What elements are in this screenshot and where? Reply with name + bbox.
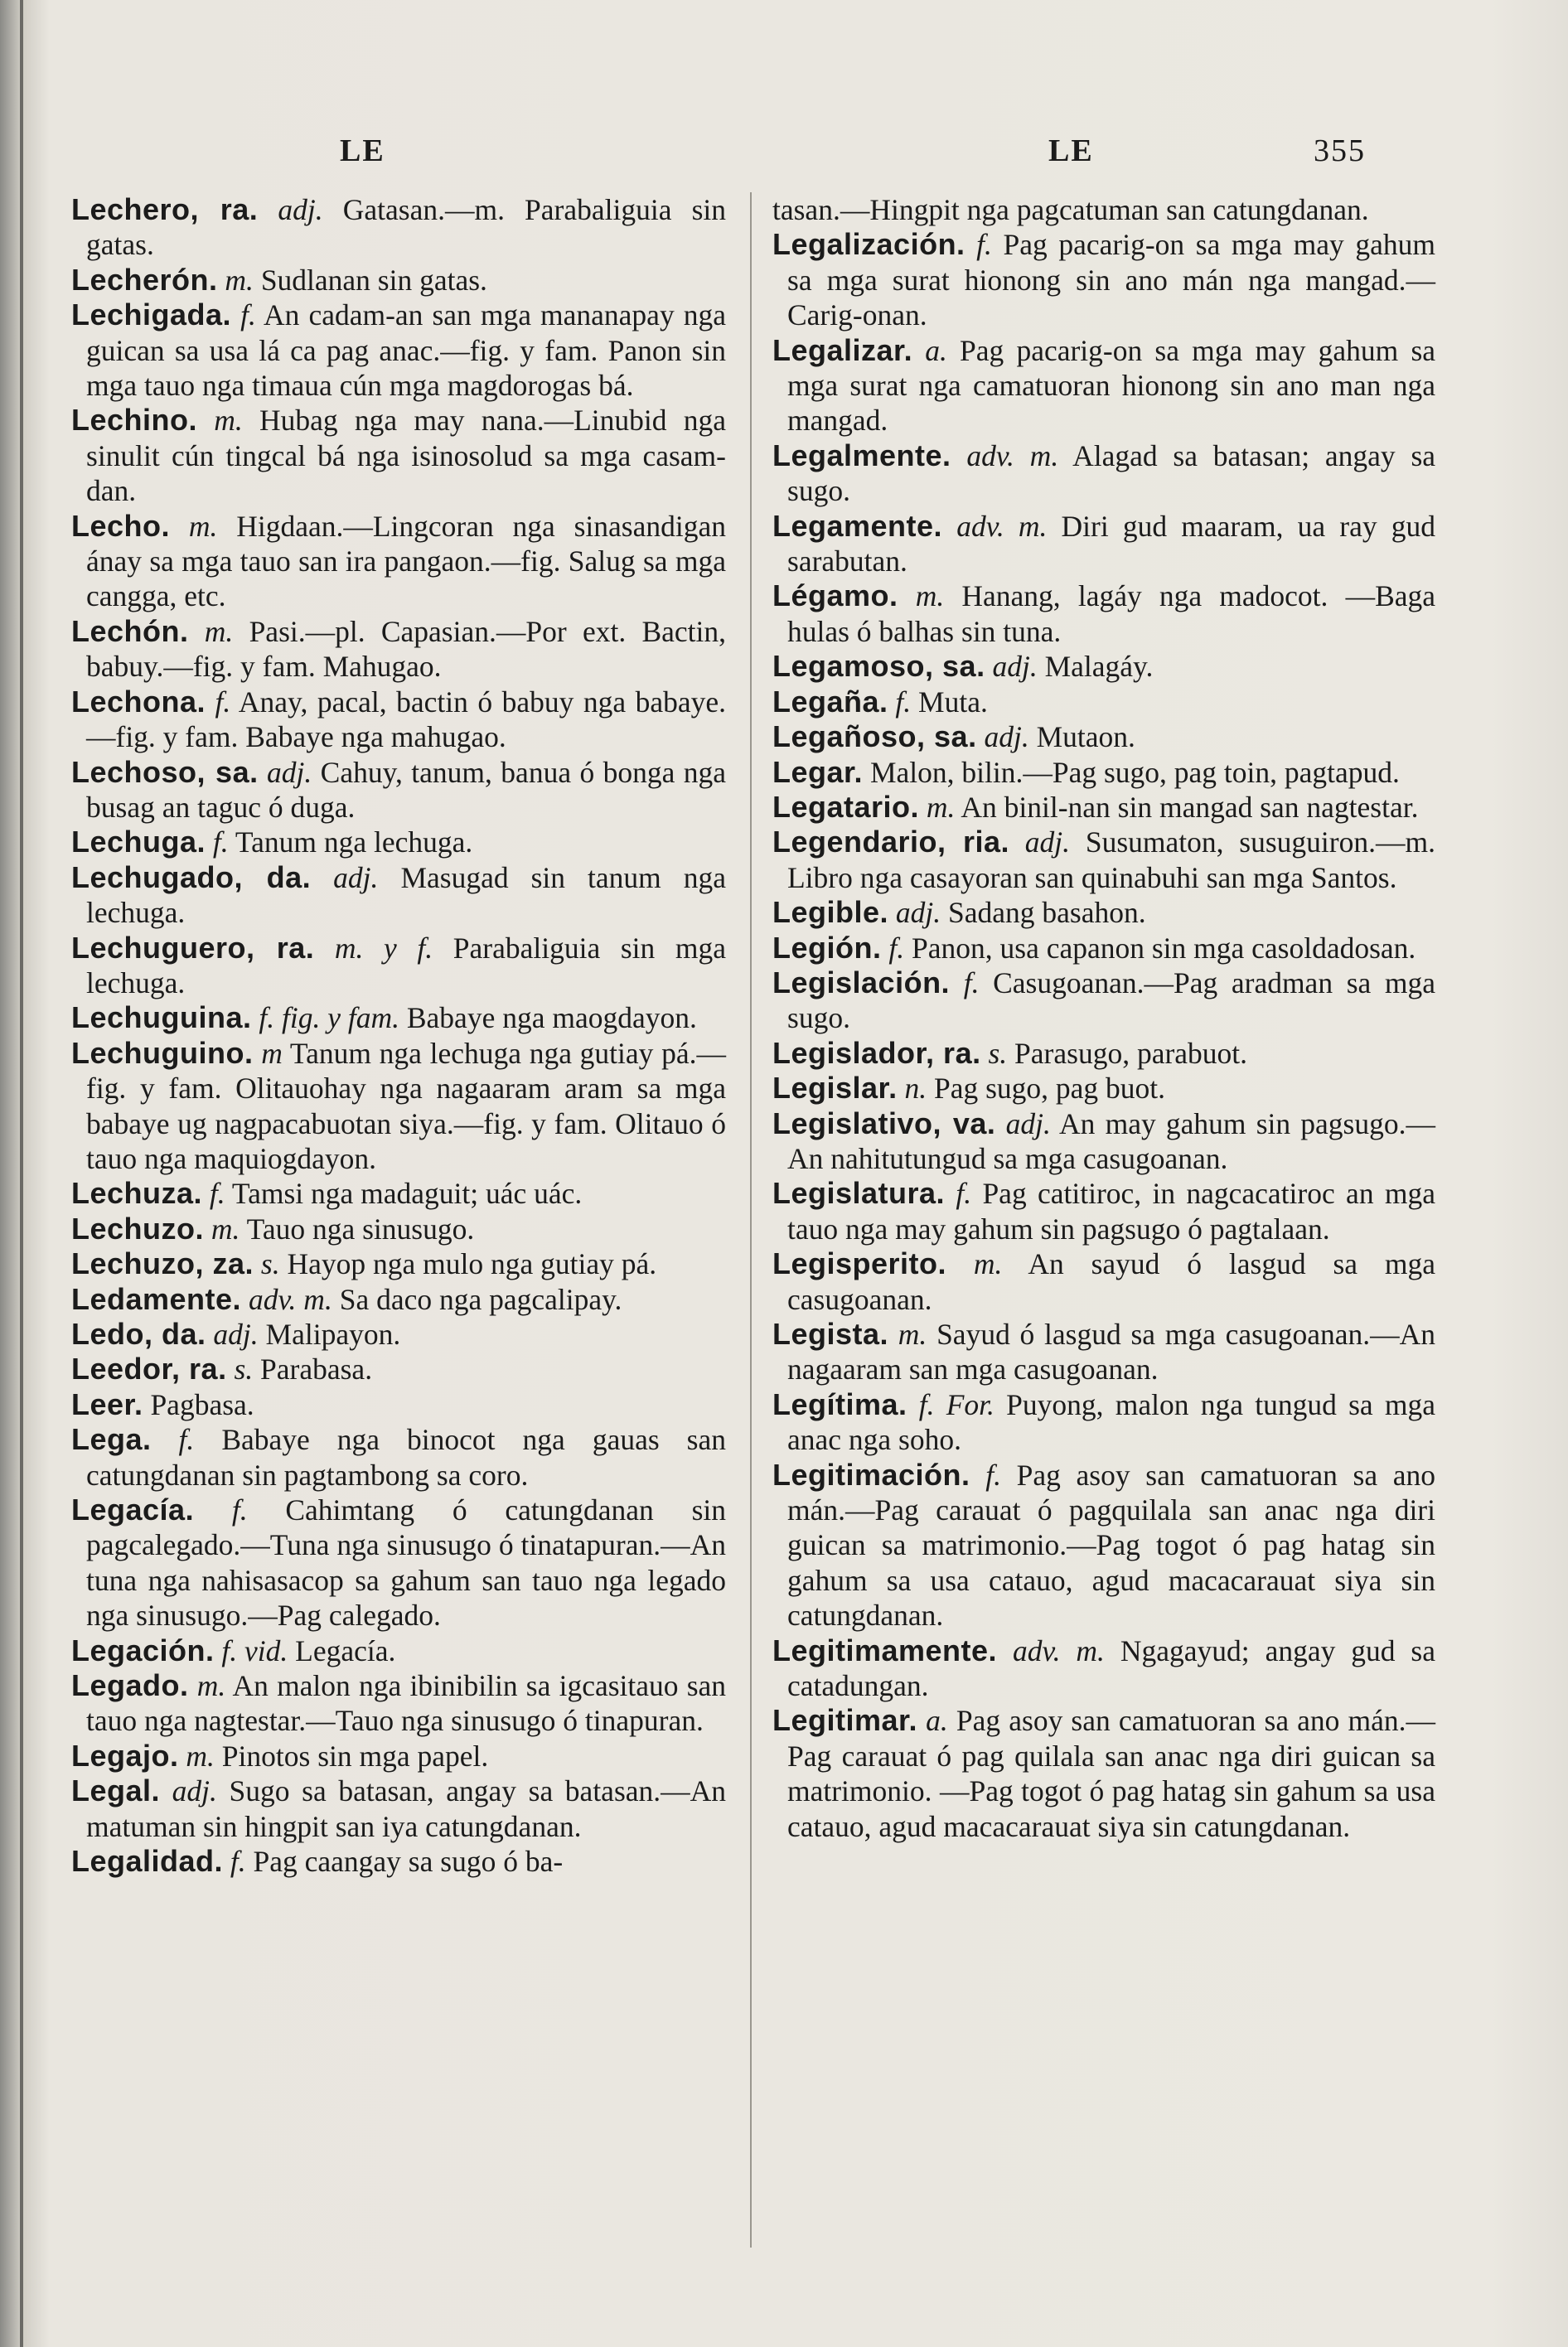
dictionary-entry xyxy=(772,1246,1435,1317)
entry-headword: Lechero, ra. xyxy=(71,192,259,226)
dictionary-entry xyxy=(71,825,726,859)
dictionary-entry xyxy=(71,1668,726,1739)
entry-definition: Diri gud maaram, ua ray gud sarabutan. xyxy=(787,509,1436,578)
running-head-center: LE xyxy=(1048,133,1094,168)
entry-headword: Legisperito. xyxy=(772,1246,947,1281)
entry-headword: Legible. xyxy=(772,895,889,930)
dictionary-entry xyxy=(71,1352,726,1386)
book-spine-shadow xyxy=(20,0,23,2347)
entry-grammar-abbrev: f. xyxy=(963,965,980,999)
entry-definition: Tanum nga lechuga. xyxy=(235,825,473,859)
entry-grammar-abbrev: n. xyxy=(904,1072,927,1106)
entry-grammar-abbrev: adj. xyxy=(984,720,1029,754)
dictionary-entry xyxy=(71,298,726,403)
left-column xyxy=(71,192,726,1880)
entry-headword: Legislador, ra. xyxy=(772,1035,981,1070)
entry-headword: Lechuguina. xyxy=(71,1000,252,1035)
entry-headword: Legislatura. xyxy=(772,1176,946,1211)
running-head-left: LE xyxy=(340,133,385,168)
entry-grammar-abbrev: m. xyxy=(196,1669,226,1703)
entry-grammar-abbrev: m xyxy=(261,1036,283,1070)
dictionary-entry xyxy=(71,1387,726,1422)
entry-grammar-abbrev: f. fig. y fam. xyxy=(259,1001,399,1035)
dictionary-entry xyxy=(772,1703,1435,1844)
entry-grammar-abbrev: f. xyxy=(956,1177,972,1211)
entry-headword: Legajo. xyxy=(71,1738,179,1773)
dictionary-entry xyxy=(772,1458,1435,1633)
entry-grammar-abbrev: s. xyxy=(988,1036,1008,1070)
dictionary-entry xyxy=(71,1317,726,1352)
entry-definition: Tauo nga sinusugo. xyxy=(246,1212,475,1246)
entry-headword: Lechuga. xyxy=(71,825,206,859)
entry-headword: Legar. xyxy=(772,754,864,789)
dictionary-entry xyxy=(772,790,1435,825)
entry-headword: Légamo. xyxy=(772,578,898,613)
entry-definition: Cahuy, tanum, banua ó bonga nga busag an taguc ó duga. xyxy=(86,755,727,824)
entry-definition: Ngagayud; angay gud sa catadungan. xyxy=(787,1633,1436,1703)
entry-definition: Malipayon. xyxy=(265,1318,401,1351)
entry-definition: Higdaan.—Lingcoran nga sinasandigan ánay sa mga tauo san ira pangaon.—fig. Salug sa mga cangga, etc. xyxy=(86,509,726,613)
dictionary-entry xyxy=(71,403,726,508)
entry-definition: Hubag nga may nana.—Linubid nga sinulit cún tingcal bá nga isinosolud sa mga casam-dan. xyxy=(86,404,727,508)
entry-headword: Leedor, ra. xyxy=(71,1352,227,1386)
dictionary-entry xyxy=(772,227,1435,332)
entry-definition: tasan.—Hingpit nga pagcatuman san catungdanan. xyxy=(772,193,1369,226)
entry-definition: Sudlanan sin gatas. xyxy=(260,263,487,297)
entry-headword: Lega. xyxy=(71,1422,152,1457)
dictionary-entry xyxy=(71,1844,726,1879)
entry-definition: Muta. xyxy=(918,685,988,719)
entry-definition: Tamsi nga madaguit; uác uác. xyxy=(231,1177,583,1211)
entry-definition: Anay, pacal, bactin ó babuy nga babaye.—fig. y fam. Babaye nga mahugao. xyxy=(86,685,727,754)
entry-definition: Sadang basahon. xyxy=(948,896,1146,930)
entry-headword: Legacía. xyxy=(71,1493,195,1527)
entry-definition: Pag asoy san camatuoran sa ano mán.—Pag carauat ó pag quilala san anac nga diri guican sa matrimonio. —Pag togot ó pag hatag sin gahum sa usa catauo, agud macacarauat siya sin catungdanan. xyxy=(787,1704,1436,1843)
entry-headword: Lechigada. xyxy=(71,298,232,332)
dictionary-entry xyxy=(772,333,1435,438)
entry-grammar-abbrev: f. xyxy=(230,1845,246,1879)
entry-grammar-abbrev: s. xyxy=(260,1247,280,1281)
entry-definition: Cahimtang ó catungdanan sin pagcalegado.—Tuna nga sinusugo ó tinatapuran.—An tuna nga nahisasacop sa gahum san tauo nga legado nga sinusugo.—Pag calegado. xyxy=(86,1493,726,1633)
dictionary-entry xyxy=(772,719,1435,754)
entry-grammar-abbrev: adj. xyxy=(278,193,323,226)
entry-grammar-abbrev: m. xyxy=(926,790,956,824)
dictionary-entry xyxy=(772,649,1435,684)
entry-grammar-abbrev: m. xyxy=(186,1739,215,1773)
entry-headword: Lechuzo, za. xyxy=(71,1246,254,1281)
entry-headword: Legatario. xyxy=(772,789,920,824)
dictionary-entry xyxy=(772,1633,1435,1704)
entry-definition: Parabaliguia sin mga lechuga. xyxy=(86,931,727,999)
entry-definition: Babaye nga maogdayon. xyxy=(406,1001,697,1035)
entry-grammar-abbrev: f. xyxy=(178,1423,195,1457)
entry-grammar-abbrev: adv. m. xyxy=(956,509,1048,543)
dictionary-entry xyxy=(71,1422,726,1493)
dictionary-entry xyxy=(772,438,1435,509)
entry-definition: Pag pacarig-on sa mga may gahum sa mga surat hionong sin ano mán nga mangad.—Carig-onan. xyxy=(787,228,1436,332)
entry-grammar-abbrev: f. xyxy=(231,1493,248,1527)
dictionary-entry xyxy=(772,755,1435,790)
dictionary-entry xyxy=(71,1176,726,1211)
entry-definition: Parasugo, parabuot. xyxy=(1014,1036,1248,1070)
entry-grammar-abbrev: adj. xyxy=(172,1774,217,1808)
entry-headword: Legitimación. xyxy=(772,1457,970,1492)
entry-grammar-abbrev: m. y f. xyxy=(334,931,433,965)
dictionary-entry xyxy=(71,509,726,614)
entry-headword: Legamoso, sa. xyxy=(772,649,985,684)
dictionary-entry xyxy=(71,263,726,298)
dictionary-entry xyxy=(71,755,726,825)
page-number: 355 xyxy=(1314,133,1366,168)
entry-grammar-abbrev: adv. m. xyxy=(966,438,1059,472)
entry-grammar-abbrev: f. For. xyxy=(918,1387,995,1421)
entry-grammar-abbrev: m. xyxy=(204,614,234,648)
entry-definition: An malon nga ibinibilin sa igcasitauo san tauo nga nagtestar.—Tauo nga sinusugo ó tinapuran. xyxy=(86,1669,727,1738)
dictionary-entry xyxy=(71,614,726,685)
dictionary-entry xyxy=(772,192,1435,227)
entry-headword: Ledamente. xyxy=(71,1281,242,1316)
entry-headword: Legado. xyxy=(71,1668,189,1703)
dictionary-entry xyxy=(71,931,726,1001)
entry-definition: Puyong, malon nga tungud sa mga anac nga soho. xyxy=(787,1387,1435,1457)
entry-definition: Sugo sa batasan, angay sa batasan.—An matuman sin hingpit san iya catungdanan. xyxy=(86,1774,727,1843)
entry-grammar-abbrev: m. xyxy=(898,1318,927,1351)
entry-definition: Tanum nga lechuga nga gutiay pá.—fig. y fam. Olitauohay nga nagaaram aram sa mga babaye ug nagpacabuotan siya.—fig. y fam. Olitauo ó tauo nga maquiogdayon. xyxy=(86,1036,726,1175)
dictionary-entry xyxy=(772,895,1435,930)
dictionary-entry xyxy=(772,1036,1435,1071)
entry-definition: Malon, bilin.—Pag sugo, pag toin, pagtapud. xyxy=(869,755,1400,789)
entry-grammar-abbrev: f. xyxy=(976,228,992,262)
entry-grammar-abbrev: adj. xyxy=(992,650,1038,684)
entry-grammar-abbrev: a. xyxy=(925,333,947,367)
entry-headword: Legalización. xyxy=(772,227,965,262)
entry-headword: Legitimamente. xyxy=(772,1633,998,1667)
entry-headword: Leer. xyxy=(71,1386,143,1421)
entry-grammar-abbrev: f. xyxy=(240,298,256,332)
dictionary-entry xyxy=(772,509,1435,579)
entry-headword: Legación. xyxy=(71,1633,215,1667)
right-column xyxy=(772,192,1435,1844)
entry-grammar-abbrev: m. xyxy=(915,579,945,613)
entry-grammar-abbrev: m. xyxy=(188,509,218,543)
entry-grammar-abbrev: m. xyxy=(211,1212,240,1246)
dictionary-entry xyxy=(772,965,1435,1036)
entry-grammar-abbrev: adj. xyxy=(895,896,941,930)
entry-grammar-abbrev: m. xyxy=(225,263,254,297)
dictionary-entry xyxy=(772,931,1435,965)
dictionary-entry xyxy=(772,1106,1435,1177)
entry-definition: Pag caangay sa sugo ó ba- xyxy=(253,1845,564,1879)
entry-grammar-abbrev: m. xyxy=(973,1247,1003,1281)
entry-definition: Pag asoy san camatuoran sa ano mán.—Pag carauat ó pagquilala san anac nga diri guican sa matrimonio.—Pag togot ó pag hatag sin gahum sa usa catauo, agud macacarauat siya sin catungdanan. xyxy=(787,1458,1436,1633)
entry-definition: An cadam-an san mga mananapay nga guican sa usa lá ca pag anac.—fig. y fam. Panon sin mga tauo nga timaua cún mga magdorogas bá. xyxy=(86,298,727,403)
dictionary-entry xyxy=(772,1176,1435,1246)
entry-definition: Panon, usa capanon sin mga casoldadosan. xyxy=(912,931,1416,965)
page-header xyxy=(0,133,1568,182)
entry-headword: Lechuguero, ra. xyxy=(71,930,315,965)
dictionary-entry xyxy=(71,860,726,931)
entry-definition: Susumaton, susuguiron.—m. Libro nga casayoran san quinabuhi san mga Santos. xyxy=(787,825,1435,894)
entry-headword: Legal. xyxy=(71,1774,161,1808)
entry-definition: Babaye nga binocot nga gauas san catungdanan sin pagtambong sa coro. xyxy=(86,1423,726,1492)
entry-grammar-abbrev: adv. m. xyxy=(1013,1633,1105,1667)
entry-grammar-abbrev: f. xyxy=(985,1458,1001,1492)
entry-headword: Legalizar. xyxy=(772,332,913,367)
entry-headword: Lechoso, sa. xyxy=(71,754,259,789)
entry-headword: Legislativo, va. xyxy=(772,1106,996,1140)
entry-definition: Pag catitiroc, in nagcacatiroc an mga tauo nga may gahum sin pagsugo ó pagtalaan. xyxy=(787,1177,1435,1246)
dictionary-entry xyxy=(772,1387,1435,1458)
entry-headword: Lechona. xyxy=(71,684,206,719)
entry-grammar-abbrev: adj. xyxy=(1005,1106,1051,1140)
entry-headword: Lecho. xyxy=(71,508,171,543)
entry-headword: Legamente. xyxy=(772,508,943,543)
entry-headword: Ledo, da. xyxy=(71,1317,206,1351)
entry-grammar-abbrev: f. xyxy=(888,931,905,965)
dictionary-entry xyxy=(772,685,1435,719)
entry-definition: Pag pacarig-on sa mga may gahum sa mga surat nga camatuoran hionong sin ano man nga mangad. xyxy=(787,333,1436,438)
entry-headword: Legalmente. xyxy=(772,438,951,472)
entry-grammar-abbrev: a. xyxy=(926,1704,948,1738)
entry-definition: Gatasan.—m. Parabaliguia sin gatas. xyxy=(86,193,726,262)
dictionary-entry xyxy=(71,1212,726,1246)
entry-grammar-abbrev: f. xyxy=(895,685,912,719)
entry-grammar-abbrev: m. xyxy=(214,404,243,438)
entry-definition: Mutaon. xyxy=(1036,720,1135,754)
entry-headword: Legislar. xyxy=(772,1071,898,1106)
entry-grammar-abbrev: s. xyxy=(234,1353,254,1386)
entry-headword: Legalidad. xyxy=(71,1844,224,1879)
dictionary-entry xyxy=(772,1071,1435,1106)
entry-definition: Masugad sin tanum nga lechuga. xyxy=(86,860,727,930)
entry-headword: Lechuza. xyxy=(71,1176,203,1211)
entry-headword: Lecherón. xyxy=(71,262,218,297)
entry-headword: Lechugado, da. xyxy=(71,859,312,894)
entry-headword: Legaña. xyxy=(772,684,888,719)
entry-headword: Lechón. xyxy=(71,613,189,648)
entry-headword: Lechuguino. xyxy=(71,1035,254,1070)
dictionary-entry xyxy=(71,1739,726,1774)
dictionary-entry xyxy=(772,578,1435,649)
entry-grammar-abbrev: adj. xyxy=(333,860,379,894)
entry-definition: An sayud ó lasgud sa mga casugoanan. xyxy=(787,1247,1436,1316)
entry-definition: An may gahum sin pagsugo.—An nahitutungud sa mga casugoanan. xyxy=(787,1106,1435,1175)
entry-headword: Legítima. xyxy=(772,1386,907,1421)
entry-definition: Hanang, lagáy nga madocot. —Baga hulas ó balhas sin tuna. xyxy=(787,579,1436,648)
entry-headword: Legendario, ria. xyxy=(772,825,1009,859)
dictionary-entry xyxy=(71,1282,726,1317)
dictionary-entry xyxy=(772,1317,1435,1387)
dictionary-entry xyxy=(71,1000,726,1035)
dictionary-entry xyxy=(772,825,1435,895)
dictionary-entry xyxy=(71,1633,726,1668)
dictionary-entry xyxy=(71,1036,726,1177)
entry-grammar-abbrev: f. xyxy=(212,825,229,859)
entry-definition: Pasi.—pl. Capasian.—Por ext. Bactin, babuy.—fig. y fam. Mahugao. xyxy=(86,614,726,684)
entry-grammar-abbrev: f. xyxy=(209,1177,225,1211)
dictionary-entry xyxy=(71,1246,726,1281)
entry-grammar-abbrev: adv. m. xyxy=(248,1282,332,1316)
dictionary-entry xyxy=(71,685,726,755)
entry-definition: Casugoanan.—Pag aradman sa mga sugo. xyxy=(787,965,1436,1035)
entry-definition: Legacía. xyxy=(295,1633,396,1667)
dictionary-entry xyxy=(71,192,726,263)
column-rule xyxy=(750,192,752,2248)
entry-definition: An binil-nan sin mangad san nagtestar. xyxy=(961,790,1419,824)
entry-definition: Sa daco nga pagcalipay. xyxy=(339,1282,622,1316)
entry-headword: Legañoso, sa. xyxy=(772,719,977,754)
entry-definition: Pag sugo, pag buot. xyxy=(933,1072,1166,1106)
entry-grammar-abbrev: adj. xyxy=(213,1318,259,1351)
entry-headword: Legislación. xyxy=(772,965,951,999)
entry-grammar-abbrev: f. vid. xyxy=(221,1633,288,1667)
entry-definition: Parabasa. xyxy=(260,1353,373,1386)
entry-headword: Lechuzo. xyxy=(71,1211,205,1246)
entry-definition: Hayop nga mulo nga gutiay pá. xyxy=(287,1247,657,1281)
entry-headword: Legión. xyxy=(772,930,882,965)
entry-headword: Legitimar. xyxy=(772,1703,918,1738)
entry-definition: Alagad sa batasan; angay sa sugo. xyxy=(787,438,1436,508)
entry-grammar-abbrev: adj. xyxy=(1024,825,1071,859)
dictionary-entry xyxy=(71,1774,726,1844)
entry-definition: Malagáy. xyxy=(1044,650,1154,684)
entry-headword: Lechino. xyxy=(71,403,198,438)
entry-headword: Legista. xyxy=(772,1317,889,1351)
dictionary-entry xyxy=(71,1493,726,1633)
entry-grammar-abbrev: adj. xyxy=(267,755,312,789)
entry-definition: Pagbasa. xyxy=(150,1387,254,1421)
entry-definition: Pinotos sin mga papel. xyxy=(221,1739,489,1773)
entry-grammar-abbrev: f. xyxy=(215,685,231,719)
entry-definition: Sayud ó lasgud sa mga casugoanan.—An nagaaram san mga casugoanan. xyxy=(787,1318,1436,1386)
